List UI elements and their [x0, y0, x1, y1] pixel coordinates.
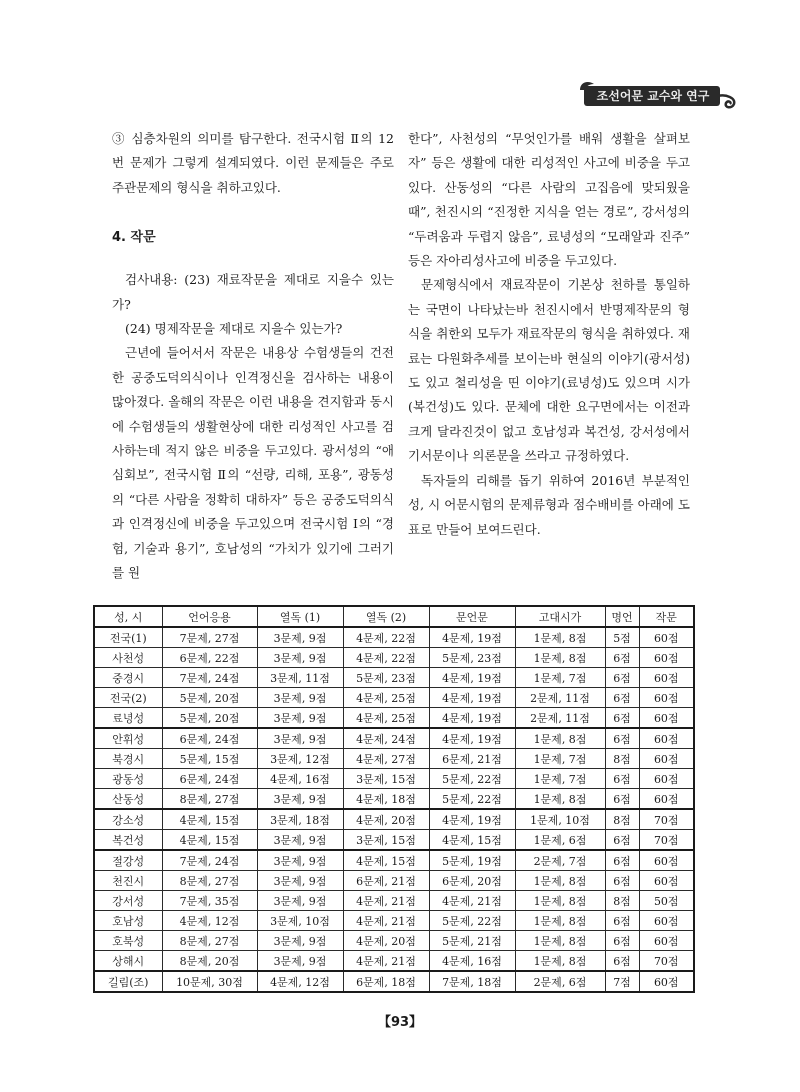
column-header: 문언문: [429, 606, 515, 627]
table-row: [94, 871, 694, 891]
table-cell: 4문제, 19점: [429, 668, 515, 688]
table-row: [94, 931, 694, 951]
table-cell: 60점: [639, 708, 694, 729]
table-cell: 8점: [605, 749, 639, 769]
table-cell: 1문제, 10점: [515, 809, 605, 830]
table-cell: 60점: [639, 648, 694, 668]
table-cell: 70점: [639, 809, 694, 830]
table-cell: 6문제, 18점: [343, 971, 429, 992]
table-cell: 5문제, 19점: [429, 850, 515, 871]
table-cell: 1문제, 7점: [515, 668, 605, 688]
table-cell: 1문제, 6점: [515, 830, 605, 851]
table-cell: 5문제, 15점: [162, 749, 257, 769]
region-cell: 복건성: [94, 830, 162, 851]
table-cell: 6문제, 24점: [162, 728, 257, 749]
table-row: [94, 891, 694, 911]
score-distribution-table: [93, 605, 695, 993]
table-cell: 3문제, 9점: [257, 708, 343, 729]
table-cell: 6점: [605, 931, 639, 951]
table-cell: 60점: [639, 769, 694, 789]
region-cell: 전국(1): [94, 627, 162, 648]
table-cell: 60점: [639, 728, 694, 749]
page-number: 【93】: [377, 1015, 423, 1030]
table-row: [94, 688, 694, 708]
table-cell: 5문제, 23점: [429, 648, 515, 668]
table-cell: 7문제, 18점: [429, 971, 515, 992]
column-header: 열독 (2): [343, 606, 429, 627]
table-cell: 8점: [605, 891, 639, 911]
region-cell: 강소성: [94, 809, 162, 830]
table-cell: 5문제, 23점: [343, 668, 429, 688]
table-row: [94, 911, 694, 931]
table-cell: 6문제, 20점: [429, 871, 515, 891]
table-cell: 3문제, 9점: [257, 688, 343, 708]
right-column: [408, 127, 690, 542]
journal-title: 조선어문 교수와 연구: [596, 89, 710, 103]
table-cell: 1문제, 8점: [515, 627, 605, 648]
table-cell: 4문제, 19점: [429, 688, 515, 708]
column-header: 작문: [639, 606, 694, 627]
table-cell: 60점: [639, 668, 694, 688]
table-cell: 5문제, 21점: [429, 931, 515, 951]
table-cell: 70점: [639, 830, 694, 851]
region-cell: 전국(2): [94, 688, 162, 708]
table-cell: 1문제, 8점: [515, 931, 605, 951]
paragraph: 독자들의 리해를 돕기 위하여 2016년 부분적인 성, 시 어문시험의 문제류형과 점수배비를 아래에 도표로 만들어 보여드린다.: [408, 472, 690, 537]
region-cell: 천진시: [94, 871, 162, 891]
table-cell: 5문제, 22점: [429, 769, 515, 789]
table-cell: 8점: [605, 809, 639, 830]
paragraph: (24) 명제작문을 제대로 지을수 있는가?: [125, 321, 343, 337]
region-cell: 료녕성: [94, 708, 162, 729]
table-cell: 7점: [605, 971, 639, 992]
table-cell: 4문제, 12점: [257, 971, 343, 992]
table-cell: 6점: [605, 668, 639, 688]
table-cell: 4문제, 15점: [429, 830, 515, 851]
table-cell: 4문제, 20점: [343, 931, 429, 951]
table-cell: 4문제, 21점: [429, 891, 515, 911]
table-cell: 6문제, 21점: [429, 749, 515, 769]
table-cell: 4문제, 22점: [343, 627, 429, 648]
region-cell: 상해시: [94, 951, 162, 972]
table-cell: 4문제, 21점: [343, 911, 429, 931]
table-cell: 6문제, 21점: [343, 871, 429, 891]
table-cell: 1문제, 7점: [515, 769, 605, 789]
table-cell: 3문제, 9점: [257, 728, 343, 749]
table-cell: 3문제, 11점: [257, 668, 343, 688]
region-cell: 호남성: [94, 911, 162, 931]
table-cell: 6점: [605, 871, 639, 891]
region-cell: 안휘성: [94, 728, 162, 749]
table-cell: 1문제, 7점: [515, 749, 605, 769]
table-cell: 4문제, 19점: [429, 627, 515, 648]
table-cell: 60점: [639, 688, 694, 708]
table-cell: 60점: [639, 749, 694, 769]
table-cell: 10문제, 30점: [162, 971, 257, 992]
table-row: [94, 627, 694, 648]
table-cell: 7문제, 24점: [162, 850, 257, 871]
region-cell: 호북성: [94, 931, 162, 951]
table-cell: 1문제, 8점: [515, 951, 605, 972]
table-cell: 6점: [605, 789, 639, 810]
table-cell: 6점: [605, 688, 639, 708]
table-cell: 1문제, 8점: [515, 891, 605, 911]
table-cell: 3문제, 9점: [257, 891, 343, 911]
intro-paragraph: ③ 심층차원의 의미를 탐구한다. 전국시험 Ⅱ의 12번 문제가 그렇게 설계되였다. 이런 문제들은 주로 주관문제의 형식을 취하고있다.: [112, 131, 394, 195]
table-cell: 7문제, 24점: [162, 668, 257, 688]
table-cell: 6점: [605, 830, 639, 851]
table-cell: 3문제, 18점: [257, 809, 343, 830]
table-row: [94, 809, 694, 830]
table-row: [94, 951, 694, 972]
table-row: [94, 648, 694, 668]
table-cell: 5점: [605, 627, 639, 648]
table-row: [94, 749, 694, 769]
table-cell: 6점: [605, 648, 639, 668]
table-cell: 60점: [639, 931, 694, 951]
table-cell: 6점: [605, 769, 639, 789]
table-cell: 6문제, 22점: [162, 648, 257, 668]
table-cell: 1문제, 8점: [515, 871, 605, 891]
table-cell: 4문제, 25점: [343, 708, 429, 729]
table-cell: 3문제, 9점: [257, 931, 343, 951]
table-cell: 4문제, 18점: [343, 789, 429, 810]
table-cell: 3문제, 9점: [257, 850, 343, 871]
table-cell: 2문제, 6점: [515, 971, 605, 992]
table-cell: 4문제, 15점: [343, 850, 429, 871]
table-cell: 4문제, 16점: [257, 769, 343, 789]
table-cell: 60점: [639, 627, 694, 648]
column-header: 성, 시: [94, 606, 162, 627]
table-cell: 4문제, 24점: [343, 728, 429, 749]
table-cell: 3문제, 9점: [257, 871, 343, 891]
table-cell: 3문제, 15점: [343, 769, 429, 789]
table-cell: 8문제, 27점: [162, 789, 257, 810]
column-header: 명언: [605, 606, 639, 627]
table-cell: 1문제, 8점: [515, 911, 605, 931]
region-cell: 사천성: [94, 648, 162, 668]
table-cell: 50점: [639, 891, 694, 911]
table-cell: 4문제, 16점: [429, 951, 515, 972]
table-cell: 1문제, 8점: [515, 648, 605, 668]
region-cell: 중경시: [94, 668, 162, 688]
table-cell: 60점: [639, 911, 694, 931]
region-cell: 강서성: [94, 891, 162, 911]
table-cell: 6점: [605, 728, 639, 749]
table-cell: 2문제, 7점: [515, 850, 605, 871]
table-cell: 4문제, 19점: [429, 809, 515, 830]
table-cell: 7문제, 27점: [162, 627, 257, 648]
paragraph: 한다”, 사천성의 “무엇인가를 배워 생활을 살펴보자” 등은 생활에 대한 리성적인 사고에 비중을 두고있다. 산동성의 “다른 사람의 고집음에 맞되웠을 때”, 천진시의 “진정한 지식을 얻는 경로”, 강서성의 “두려움과 두렵지 않음”, 료녕성의 “모래알과 진주” 등은 자아리성사고에 비중을 두고있다.: [408, 131, 690, 269]
table-cell: 1문제, 8점: [515, 789, 605, 810]
table-cell: 6점: [605, 951, 639, 972]
region-cell: 북경시: [94, 749, 162, 769]
table-cell: 4문제, 15점: [162, 830, 257, 851]
table-cell: 4문제, 22점: [343, 648, 429, 668]
table-cell: 3문제, 10점: [257, 911, 343, 931]
table-cell: 3문제, 9점: [257, 830, 343, 851]
table-cell: 6점: [605, 911, 639, 931]
table-cell: 6점: [605, 850, 639, 871]
paragraph: 문제형식에서 재료작문이 기본상 천하를 통일하는 국면이 나타났는바 천진시에서 반명제작문의 형식을 취한외 모두가 재료작문의 형식을 취하였다. 재료는 다원화추세를 보이는바 현실의 이야기(광서성)도 있고 철리성을 띤 이야기(료녕성)도 있으며 시가(복건성)도 있다. 문체에 대한 요구면에서는 이전과 크게 달라진것이 없고 호남성과 복건성, 강서성에서 기서문이나 의론문을 쓰라고 규정하였다.: [408, 277, 690, 464]
table-cell: 4문제, 19점: [429, 728, 515, 749]
table-cell: 3문제, 9점: [257, 789, 343, 810]
journal-header: [578, 78, 738, 114]
table-cell: 4문제, 15점: [162, 809, 257, 830]
table-cell: 60점: [639, 789, 694, 810]
table-header-row: [94, 606, 694, 627]
column-header: 언어응용: [162, 606, 257, 627]
table-cell: 5문제, 22점: [429, 911, 515, 931]
table-cell: 3문제, 9점: [257, 951, 343, 972]
table-cell: 4문제, 21점: [343, 891, 429, 911]
table-cell: 60점: [639, 971, 694, 992]
table-cell: 3문제, 9점: [257, 648, 343, 668]
region-cell: 광동성: [94, 769, 162, 789]
table-cell: 60점: [639, 871, 694, 891]
left-column: [112, 127, 394, 586]
table-cell: 2문제, 11점: [515, 708, 605, 729]
paragraph: 검사내용: (23) 재료작문을 제대로 지을수 있는가?: [112, 272, 394, 312]
table-cell: 8문제, 20점: [162, 951, 257, 972]
table-cell: 3문제, 15점: [343, 830, 429, 851]
table-cell: 7문제, 35점: [162, 891, 257, 911]
column-header: 열독 (1): [257, 606, 343, 627]
table-cell: 1문제, 8점: [515, 728, 605, 749]
table-row: [94, 668, 694, 688]
table-cell: 5문제, 22점: [429, 789, 515, 810]
table-cell: 8문제, 27점: [162, 931, 257, 951]
table-cell: 60점: [639, 850, 694, 871]
table-body: [94, 627, 694, 992]
table-cell: 6문제, 24점: [162, 769, 257, 789]
region-cell: 길림(조): [94, 971, 162, 992]
section-heading: 4. 작문: [112, 230, 156, 246]
table-row: [94, 971, 694, 992]
table-cell: 4문제, 27점: [343, 749, 429, 769]
column-header: 고대시가: [515, 606, 605, 627]
table-cell: 5문제, 20점: [162, 688, 257, 708]
paragraph: 근년에 들어서서 작문은 내용상 수험생들의 건전한 공중도덕의식이나 인격정신을 검사하는 내용이 많아졌다. 올해의 작문은 이런 내용을 견지함과 동시에 수험생들의 생활현상에 대한 리성적인 사고를 검사하는데 적지 않은 비중을 두고있다. 광서성의 “애심회보”, 전국시험 Ⅱ의 “선량, 리해, 포용”, 광동성의 “다른 사람을 정확히 대하자” 등은 공중도덕의식과 인격정신에 비중을 두고있으며 전국시험 Ⅰ의 “경험, 기술과 용기”, 호남성의 “가치가 있기에 그러기를 원: [112, 345, 394, 581]
table-row: [94, 769, 694, 789]
table-cell: 6점: [605, 708, 639, 729]
table-row: [94, 789, 694, 810]
table-cell: 3문제, 12점: [257, 749, 343, 769]
table-cell: 4문제, 20점: [343, 809, 429, 830]
table-cell: 4문제, 19점: [429, 708, 515, 729]
ornament-right-icon: [716, 92, 738, 110]
region-cell: 산동성: [94, 789, 162, 810]
table-cell: 8문제, 27점: [162, 871, 257, 891]
table-cell: 2문제, 11점: [515, 688, 605, 708]
table-cell: 4문제, 12점: [162, 911, 257, 931]
table-row: [94, 830, 694, 851]
table-cell: 5문제, 20점: [162, 708, 257, 729]
table-cell: 70점: [639, 951, 694, 972]
table-cell: 4문제, 21점: [343, 951, 429, 972]
table-cell: 3문제, 9점: [257, 627, 343, 648]
table-cell: 4문제, 25점: [343, 688, 429, 708]
region-cell: 절강성: [94, 850, 162, 871]
table-row: [94, 708, 694, 729]
table-row: [94, 850, 694, 871]
table-row: [94, 728, 694, 749]
